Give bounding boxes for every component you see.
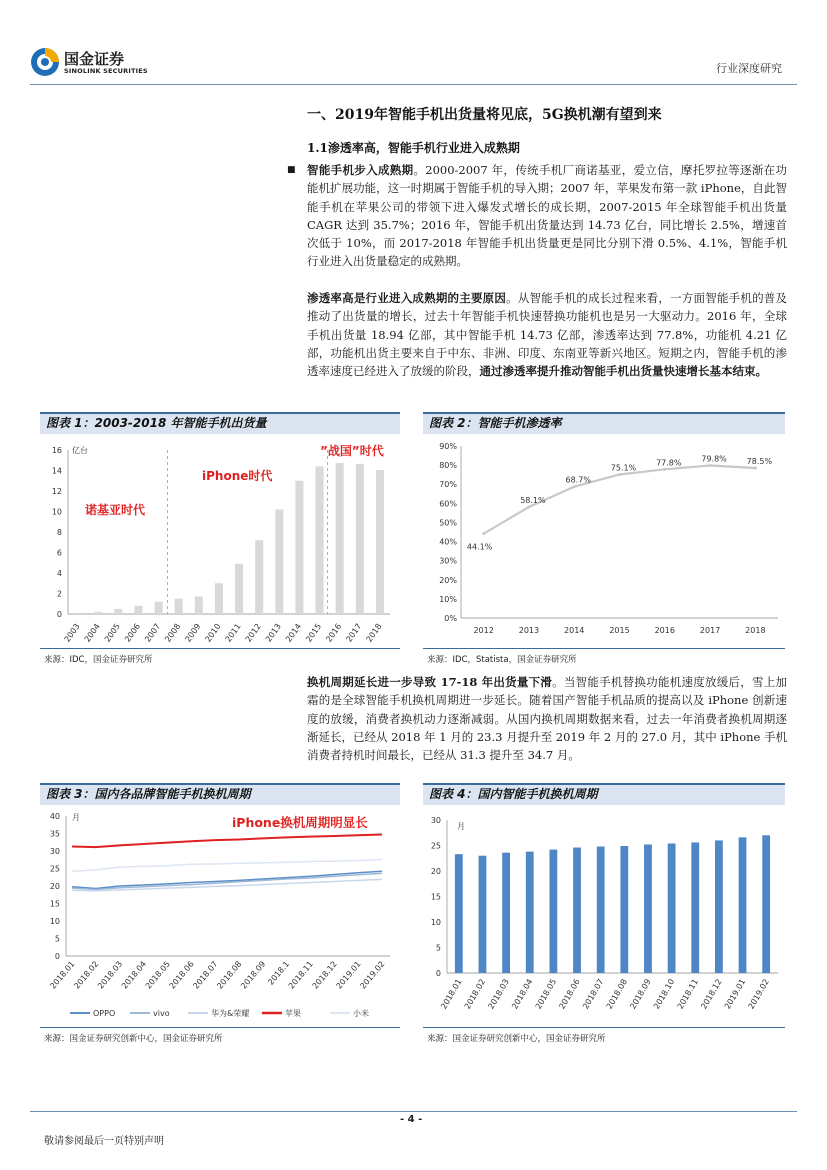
x-tick-label: 2018.05 <box>533 977 559 1011</box>
bar <box>526 852 534 973</box>
fig1-source: 来源：IDC，国金证券研究所 <box>44 655 153 665</box>
x-tick-label: 2018.03 <box>486 977 511 1011</box>
logo-text-cn: 国金证券 <box>64 50 125 68</box>
x-tick-label: 2018.01 <box>48 959 77 991</box>
data-label: 78.5% <box>746 456 773 466</box>
y-tick-label: 30% <box>439 556 457 566</box>
data-point <box>482 532 485 535</box>
x-tick-label: 2018.05 <box>143 959 172 991</box>
bar <box>479 856 487 973</box>
p2-bold-end: 通过渗透率提升推动智能手机出货量快速增长基本结束。 <box>479 364 767 379</box>
p3-text: 。当智能手机替换功能机速度放缓后，雪上加霜的是全球智能手机换机周期进一步延长。随着国产智能手机品质的提高以及 iPhone 创新速度的放缓，消费者换机动力逐渐减弱。从国内换机周期数据来看，过去一年消费者换机周期逐渐延长，已经从 2018 年 1 月的 23.3 月提升至 2019 年 2 月的 27.0 月，其中 iPhone 手机消费者持机时间最长，已经从 31.3 提升至 34.7 月。 <box>307 675 788 763</box>
x-tick-label: 2018.07 <box>581 977 606 1011</box>
legend-label: 苹果 <box>285 1009 301 1018</box>
y-tick-label: 40 <box>49 812 60 821</box>
x-tick-label: 2019.02 <box>358 959 387 991</box>
p1-bold: 智能手机步入成熟期 <box>307 163 414 177</box>
p1-text: 。2000-2007 年，传统手机厂商诺基亚，爱立信，摩托罗拉等逐渐在功能机扩展功能，这一时期属于智能手机的导入期；2007 年，苹果发布第一款 iPhone，自此智能手机在苹果公司的带领下进入爆发式增长的成长期，2007-2015 年全球智能手机出货量 CAGR 达到 35.7%；2016 年，智能手机出货量达到 14.73 亿台，同比增长 2.5%，增速首次低于 10%，而 2017-2018 年智能手机出货量更是同比分别下滑 0.5%、4.1%，智能手机行业进入出货量稳定的成熟期。 <box>307 163 787 269</box>
x-tick-label: 2018.1 <box>266 959 292 987</box>
x-tick-label: 2018.08 <box>215 959 244 991</box>
chart-2 <box>423 436 785 646</box>
x-tick-label: 2011 <box>223 621 243 644</box>
logo-text-en: SINOLINK SECURITIES <box>64 67 148 75</box>
bar <box>316 466 324 614</box>
data-label: 77.8% <box>656 458 682 468</box>
bar <box>175 599 183 614</box>
data-point <box>709 464 712 467</box>
data-point <box>573 485 576 488</box>
x-tick-label: 2018.02 <box>462 977 488 1011</box>
y-tick-label: 0% <box>444 614 457 623</box>
fig1-bottom-rule <box>40 648 400 649</box>
legend-label: 华为&荣耀 <box>211 1009 250 1018</box>
x-tick-label: 2014 <box>564 626 585 635</box>
series-line-小米 <box>72 859 382 871</box>
fig4-title: 图表 4：国内智能手机换机周期 <box>423 783 785 805</box>
fig4-bottom-rule <box>423 1027 785 1028</box>
x-tick-label: 2005 <box>102 621 122 644</box>
y-tick-label: 0 <box>56 610 62 619</box>
data-label: 68.7% <box>565 475 591 485</box>
x-tick-label: 2013 <box>518 626 540 635</box>
data-label: 44.1% <box>466 542 493 552</box>
y-axis-unit: 月 <box>72 813 80 822</box>
x-tick-label: 2006 <box>123 621 143 644</box>
header-divider <box>30 84 797 85</box>
y-tick-label: 60% <box>439 499 457 509</box>
bar <box>549 850 557 973</box>
x-tick-label: 2018 <box>745 626 766 635</box>
page-number: - 4 - <box>400 1114 423 1125</box>
y-axis-unit: 亿台 <box>72 446 88 455</box>
y-tick-label: 25 <box>49 864 60 874</box>
y-tick-label: 20 <box>430 867 441 876</box>
x-tick-label: 2013 <box>263 621 283 644</box>
x-tick-label: 2018.11 <box>675 977 700 1011</box>
logo <box>30 47 160 81</box>
y-tick-label: 12 <box>51 487 62 496</box>
bar <box>739 837 747 973</box>
bar <box>356 464 364 614</box>
bar <box>155 602 163 614</box>
bar <box>215 583 223 614</box>
bar <box>715 840 723 973</box>
x-tick-label: 2019.01 <box>722 977 748 1011</box>
fig4-source: 来源：国金证券研究创新中心，国金证券研究所 <box>427 1034 606 1044</box>
p2-bold: 渗透率高是行业进入成熟期的主要原因 <box>307 291 507 305</box>
x-tick-label: 2018.01 <box>439 977 464 1011</box>
y-tick-label: 15 <box>49 899 60 909</box>
paragraph-1 <box>307 161 787 271</box>
bar <box>502 853 510 973</box>
fig2-bottom-rule <box>423 648 785 649</box>
x-tick-label: 2012 <box>243 621 263 644</box>
fig2-source: 来源：IDC，Statista，国金证券研究所 <box>427 655 577 665</box>
bar <box>275 509 283 614</box>
bar <box>376 470 384 614</box>
y-tick-label: 16 <box>51 446 62 455</box>
annotation-nokia-era: 诺基亚时代 <box>85 503 146 517</box>
x-tick-label: 2019.02 <box>746 977 771 1011</box>
bar <box>134 606 142 614</box>
bar <box>644 844 652 973</box>
bar <box>235 564 243 614</box>
x-tick-label: 2016 <box>324 621 344 644</box>
x-tick-label: 2018.07 <box>191 959 220 991</box>
bar <box>668 843 676 973</box>
x-tick-label: 2018.12 <box>310 959 339 991</box>
footer-divider <box>30 1111 797 1112</box>
y-tick-label: 5 <box>435 943 441 953</box>
y-tick-label: 6 <box>56 548 62 558</box>
y-axis-unit: 月 <box>457 822 465 831</box>
footer-disclaimer: 敬请参阅最后一页特别声明 <box>44 1136 164 1147</box>
x-tick-label: 2003 <box>62 621 82 644</box>
y-tick-label: 10 <box>49 917 60 926</box>
y-tick-label: 30 <box>430 816 441 825</box>
x-tick-label: 2018.06 <box>557 977 582 1011</box>
fig1-title: 图表 1：2003-2018 年智能手机出货量 <box>40 412 400 434</box>
series-line-苹果 <box>72 835 382 848</box>
section-title: 一、2019年智能手机出货量将见底，5G换机潮有望到来 <box>307 107 662 123</box>
y-tick-label: 80% <box>439 461 457 471</box>
fig2-title: 图表 2：智能手机渗透率 <box>423 412 785 434</box>
bar <box>762 835 770 973</box>
x-tick-label: 2017 <box>344 621 364 644</box>
annotation-iphone: iPhone换机周期明显长 <box>232 815 368 830</box>
x-tick-label: 2008 <box>163 621 183 644</box>
y-tick-label: 0 <box>435 969 441 978</box>
x-tick-label: 2018.06 <box>167 959 196 991</box>
x-tick-label: 2018.12 <box>699 977 724 1011</box>
chart-1 <box>40 436 400 646</box>
bar <box>573 848 581 973</box>
y-tick-label: 8 <box>56 528 62 537</box>
annotation-iphone-era: iPhone时代 <box>202 469 273 483</box>
bar <box>691 842 699 973</box>
p3-bold: 换机周期延长进一步导致 17-18 年出货量下滑 <box>307 675 553 689</box>
bar <box>94 612 102 614</box>
bar <box>336 463 344 614</box>
bar <box>195 597 203 614</box>
x-tick-label: 2010 <box>203 621 223 644</box>
y-tick-label: 5 <box>54 934 60 944</box>
y-tick-label: 70% <box>439 480 457 490</box>
x-tick-label: 2018.04 <box>510 977 535 1011</box>
data-point <box>663 468 666 471</box>
bar <box>295 481 303 614</box>
x-tick-label: 2018.03 <box>96 959 125 991</box>
x-tick-label: 2018.08 <box>604 977 630 1011</box>
chart-3 <box>40 806 400 1026</box>
x-tick-label: 2018.02 <box>72 959 101 991</box>
y-tick-label: 0 <box>54 952 60 961</box>
fig3-title: 图表 3：国内各品牌智能手机换机周期 <box>40 783 400 805</box>
x-tick-label: 2018.09 <box>239 959 268 991</box>
x-tick-label: 2004 <box>82 621 102 644</box>
fig3-source: 来源：国金证券研究创新中心，国金证券研究所 <box>44 1034 223 1044</box>
data-point <box>754 466 757 469</box>
bullet-marker: ■ <box>287 165 296 175</box>
bar <box>114 609 122 614</box>
y-tick-label: 10 <box>51 507 62 517</box>
y-tick-label: 15 <box>430 892 441 902</box>
legend-label: 小米 <box>353 1009 369 1018</box>
x-tick-label: 2007 <box>143 621 163 644</box>
bar <box>255 540 263 614</box>
logo-icon <box>30 47 60 77</box>
y-tick-label: 10 <box>430 918 441 927</box>
x-tick-label: 2018 <box>364 621 384 644</box>
x-tick-label: 2018.09 <box>628 977 653 1011</box>
y-tick-label: 20% <box>439 575 457 585</box>
paragraph-3 <box>307 673 787 764</box>
x-tick-label: 2015 <box>304 621 324 644</box>
y-tick-label: 10% <box>439 594 457 604</box>
bar <box>597 847 605 973</box>
x-tick-label: 2017 <box>699 626 721 635</box>
y-tick-label: 35 <box>49 829 60 839</box>
report-category: 行业深度研究 <box>716 62 782 75</box>
x-tick-label: 2018.04 <box>119 959 149 991</box>
section-subtitle: 1.1渗透率高，智能手机行业进入成熟期 <box>307 141 520 155</box>
x-tick-label: 2014 <box>284 621 304 644</box>
data-label: 75.1% <box>610 463 637 473</box>
y-tick-label: 25 <box>430 841 441 851</box>
y-tick-label: 14 <box>51 466 62 476</box>
chart-4 <box>423 806 785 1026</box>
x-tick-label: 2019.01 <box>334 959 363 991</box>
data-label: 79.8% <box>701 454 727 464</box>
y-tick-label: 90% <box>439 442 457 451</box>
x-tick-label: 2009 <box>183 621 203 644</box>
legend-label: vivo <box>153 1009 170 1018</box>
y-tick-label: 2 <box>56 589 62 599</box>
x-tick-label: 2012 <box>473 626 494 635</box>
y-tick-label: 40% <box>439 537 457 547</box>
data-point <box>527 505 530 508</box>
x-tick-label: 2018.11 <box>286 959 315 991</box>
paragraph-2 <box>307 289 787 380</box>
bar <box>74 613 82 614</box>
x-tick-label: 2015 <box>609 626 630 635</box>
annotation-warring-era: ”战国”时代 <box>320 444 384 458</box>
fig3-bottom-rule <box>40 1027 400 1028</box>
y-tick-label: 30 <box>49 847 60 856</box>
data-point <box>618 473 621 476</box>
y-tick-label: 4 <box>56 569 62 578</box>
bar <box>620 846 628 973</box>
legend-label: OPPO <box>93 1009 116 1018</box>
p2-text: 。从智能手机的成长过程来看，一方面智能手机的普及推动了出货量的增长，过去十年智能手机快速替换功能机也是另一大驱动力。2016 年，全球手机出货量 18.94 亿部，其中智能手机 14.73 亿部，渗透率达到 77.8%，功能机 4.21 亿部，功能机出货主要来自于中东、非洲、印度、东南亚等新兴地区。短期之内，智能手机的渗透率速度已经进入了放缓的阶段， <box>307 291 788 379</box>
y-tick-label: 20 <box>49 882 60 891</box>
x-tick-label: 2018.10 <box>651 977 677 1011</box>
x-tick-label: 2016 <box>654 626 675 635</box>
y-tick-label: 50% <box>439 518 457 528</box>
data-label: 58.1% <box>520 495 546 505</box>
bar <box>455 854 463 973</box>
